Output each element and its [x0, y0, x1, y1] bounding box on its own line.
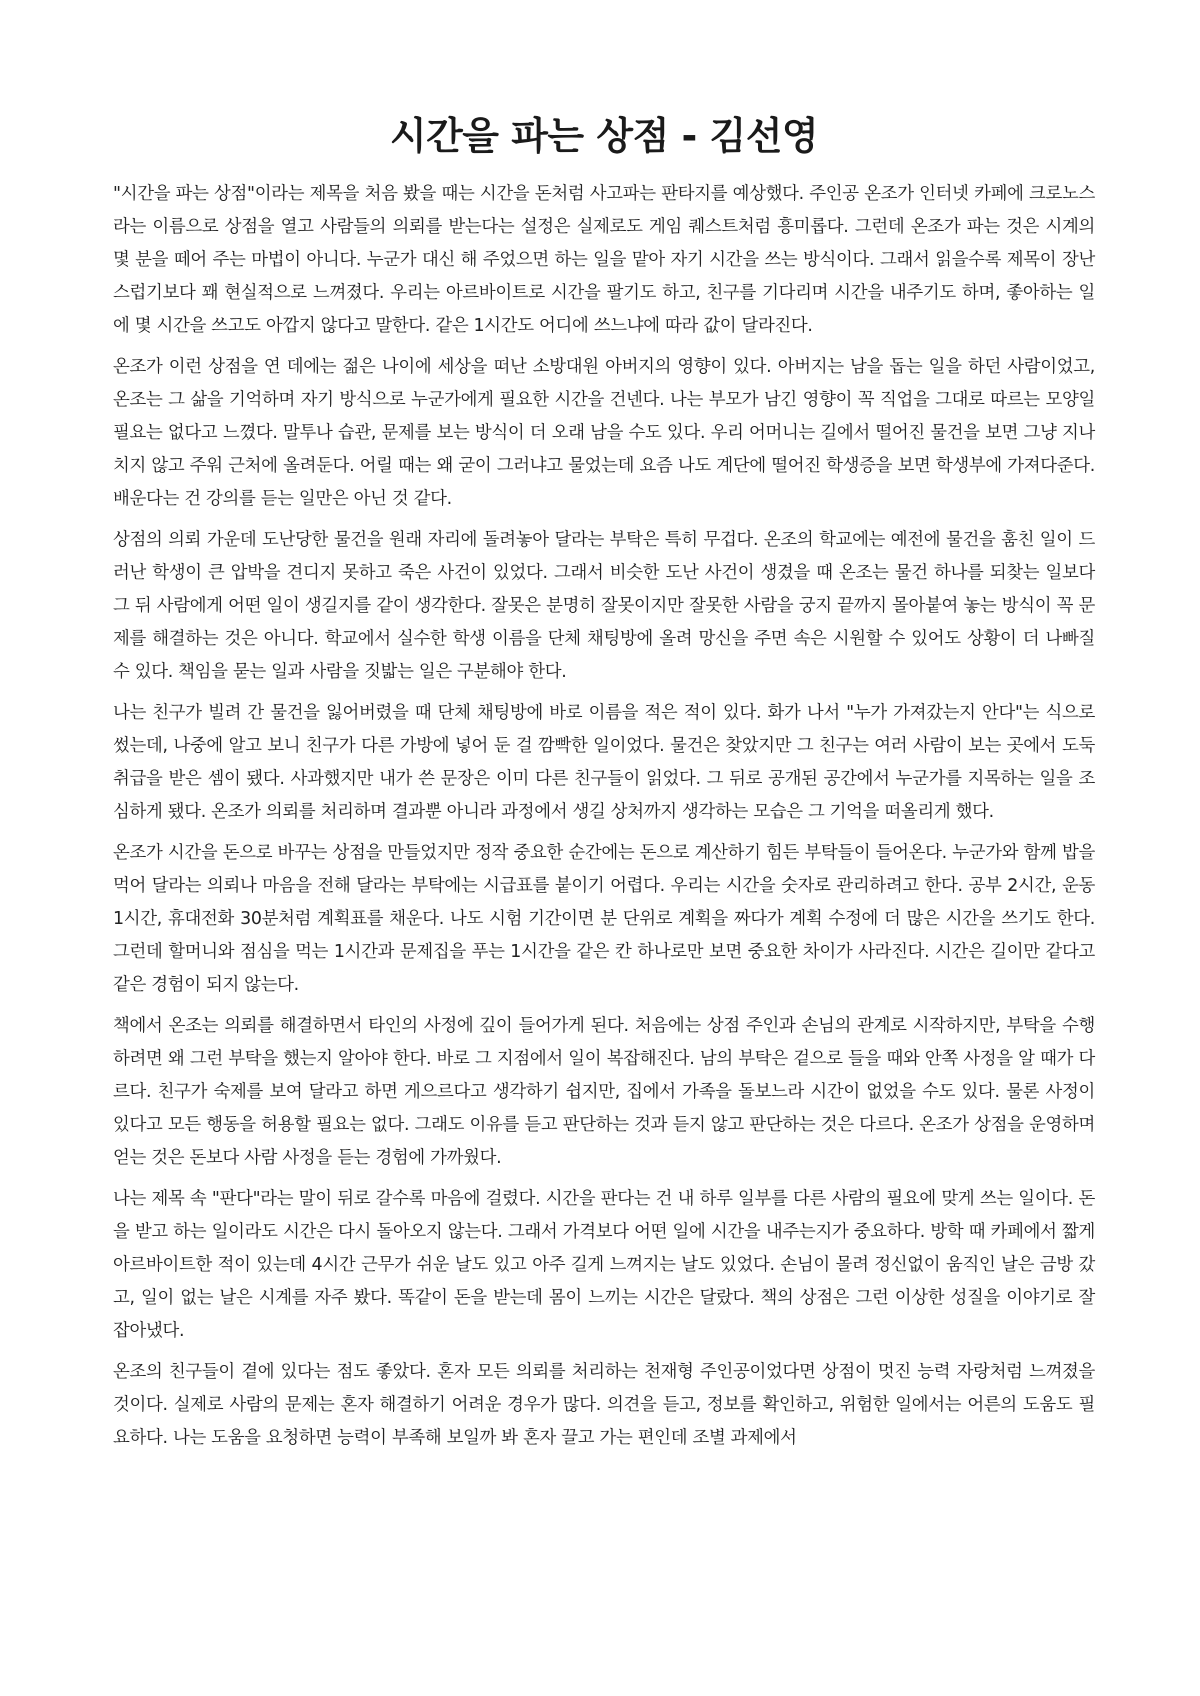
body-paragraph: 책에서 온조는 의뢰를 해결하면서 타인의 사정에 깊이 들어가게 된다. 처음에는 상점 주인과 손님의 관계로 시작하지만, 부탁을 수행하려면 왜 그런 부탁을 했는지 알아야 한다. 바로 그 지점에서 일이 복잡해진다. 남의 부탁은 겉으로 들을 때와 안쪽 사정을 알 때가 다르다. 친구가 숙제를 보여 달라고 하면 게으르다고 생각하기 쉽지만, 집에서 가족을 돌보느라 시간이 없었을 수도 있다. 물론 사정이 있다고 모든 행동을 허용할 필요는 없다. 그래도 이유를 듣고 판단하는 것과 듣지 않고 판단하는 것은 다르다. 온조가 상점을 운영하며 얻는 것은 돈보다 사람 사정을 듣는 경험에 가까웠다. [113, 1016, 1095, 1168]
body-paragraph: 나는 제목 속 "판다"라는 말이 뒤로 갈수록 마음에 걸렸다. 시간을 판다는 건 내 하루 일부를 다른 사람의 필요에 맞게 쓰는 일이다. 돈을 받고 하는 일이라도 시간은 다시 돌아오지 않는다. 그래서 가격보다 어떤 일에 시간을 내주는지가 중요하다. 방학 때 카페에서 짧게 아르바이트한 적이 있는데 4시간 근무가 쉬운 날도 있고 아주 길게 느껴지는 날도 있었다. 손님이 몰려 정신없이 움직인 날은 금방 갔고, 일이 없는 날은 시계를 자주 봤다. 똑같이 돈을 받는데 몸이 느끼는 시간은 달랐다. 책의 상점은 그런 이상한 성질을 이야기로 잘 잡아냈다. [113, 1189, 1095, 1341]
body-paragraph: 나는 친구가 빌려 간 물건을 잃어버렸을 때 단체 채팅방에 바로 이름을 적은 적이 있다. 화가 나서 "누가 가져갔는지 안다"는 식으로 썼는데, 나중에 알고 보니 친구가 다른 가방에 넣어 둔 걸 깜빡한 일이었다. 물건은 찾았지만 그 친구는 여러 사람이 보는 곳에서 도둑 취급을 받은 셈이 됐다. 사과했지만 내가 쓴 문장은 이미 다른 친구들이 읽었다. 그 뒤로 공개된 공간에서 누군가를 지목하는 일을 조심하게 됐다. 온조가 의뢰를 처리하며 결과뿐 아니라 과정에서 생길 상처까지 생각하는 모습은 그 기억을 떠올리게 했다. [113, 703, 1095, 822]
body-paragraph: "시간을 파는 상점"이라는 제목을 처음 봤을 때는 시간을 돈처럼 사고파는 판타지를 예상했다. 주인공 온조가 인터넷 카페에 크로노스라는 이름으로 상점을 열고 사람들의 의뢰를 받는다는 설정은 실제로도 게임 퀘스트처럼 흥미롭다. 그런데 온조가 파는 것은 시계의 몇 분을 떼어 주는 마법이 아니다. 누군가 대신 해 주었으면 하는 일을 맡아 자기 시간을 쓰는 방식이다. 그래서 읽을수록 제목이 장난스럽기보다 꽤 현실적으로 느껴졌다. 우리는 아르바이트로 시간을 팔기도 하고, 친구를 기다리며 시간을 내주기도 하며, 좋아하는 일에 몇 시간을 쓰고도 아깝지 않다고 말한다. 같은 1시간도 어디에 쓰느냐에 따라 값이 달라진다. [113, 184, 1095, 336]
body-paragraph: 온조가 이런 상점을 연 데에는 젊은 나이에 세상을 떠난 소방대원 아버지의 영향이 있다. 아버지는 남을 돕는 일을 하던 사람이었고, 온조는 그 삶을 기억하며 자기 방식으로 누군가에게 필요한 시간을 건넨다. 나는 부모가 남긴 영향이 꼭 직업을 그대로 따르는 모양일 필요는 없다고 느꼈다. 말투나 습관, 문제를 보는 방식이 더 오래 남을 수도 있다. 우리 어머니는 길에서 떨어진 물건을 보면 그냥 지나치지 않고 주워 근처에 올려둔다. 어릴 때는 왜 굳이 그러냐고 물었는데 요즘 나도 계단에 떨어진 학생증을 보면 학생부에 가져다준다. 배운다는 건 강의를 듣는 일만은 아닌 것 같다. [113, 357, 1095, 509]
body-paragraph: 온조가 시간을 돈으로 바꾸는 상점을 만들었지만 정작 중요한 순간에는 돈으로 계산하기 힘든 부탁들이 들어온다. 누군가와 함께 밥을 먹어 달라는 의뢰나 마음을 전해 달라는 부탁에는 시급표를 붙이기 어렵다. 우리는 시간을 숫자로 관리하려고 한다. 공부 2시간, 운동 1시간, 휴대전화 30분처럼 계획표를 채운다. 나도 시험 기간이면 분 단위로 계획을 짜다가 계획 수정에 더 많은 시간을 쓰기도 한다. 그런데 할머니와 점심을 먹는 1시간과 문제집을 푸는 1시간을 같은 칸 하나로만 보면 중요한 차이가 사라진다. 시간은 길이만 같다고 같은 경험이 되지 않는다. [113, 843, 1095, 995]
body-paragraph: 상점의 의뢰 가운데 도난당한 물건을 원래 자리에 돌려놓아 달라는 부탁은 특히 무겁다. 온조의 학교에는 예전에 물건을 훔친 일이 드러난 학생이 큰 압박을 견디지 못하고 죽은 사건이 있었다. 그래서 비슷한 도난 사건이 생겼을 때 온조는 물건 하나를 되찾는 일보다 그 뒤 사람에게 어떤 일이 생길지를 같이 생각한다. 잘못은 분명히 잘못이지만 잘못한 사람을 궁지 끝까지 몰아붙여 놓는 방식이 꼭 문제를 해결하는 것은 아니다. 학교에서 실수한 학생 이름을 단체 채팅방에 올려 망신을 주면 속은 시원할 수 있어도 상황이 더 나빠질 수 있다. 책임을 묻는 일과 사람을 짓밟는 일은 구분해야 한다. [113, 530, 1095, 682]
body-paragraph: 온조의 친구들이 곁에 있다는 점도 좋았다. 혼자 모든 의뢰를 처리하는 천재형 주인공이었다면 상점이 멋진 능력 자랑처럼 느껴졌을 것이다. 실제로 사람의 문제는 혼자 해결하기 어려운 경우가 많다. 의견을 듣고, 정보를 확인하고, 위험한 일에서는 어른의 도움도 필요하다. 나는 도움을 요청하면 능력이 부족해 보일까 봐 혼자 끌고 가는 편인데 조별 과제에서 [113, 1362, 1095, 1448]
document-title: 시간을 파는 상점 - 김선영 [389, 114, 819, 158]
